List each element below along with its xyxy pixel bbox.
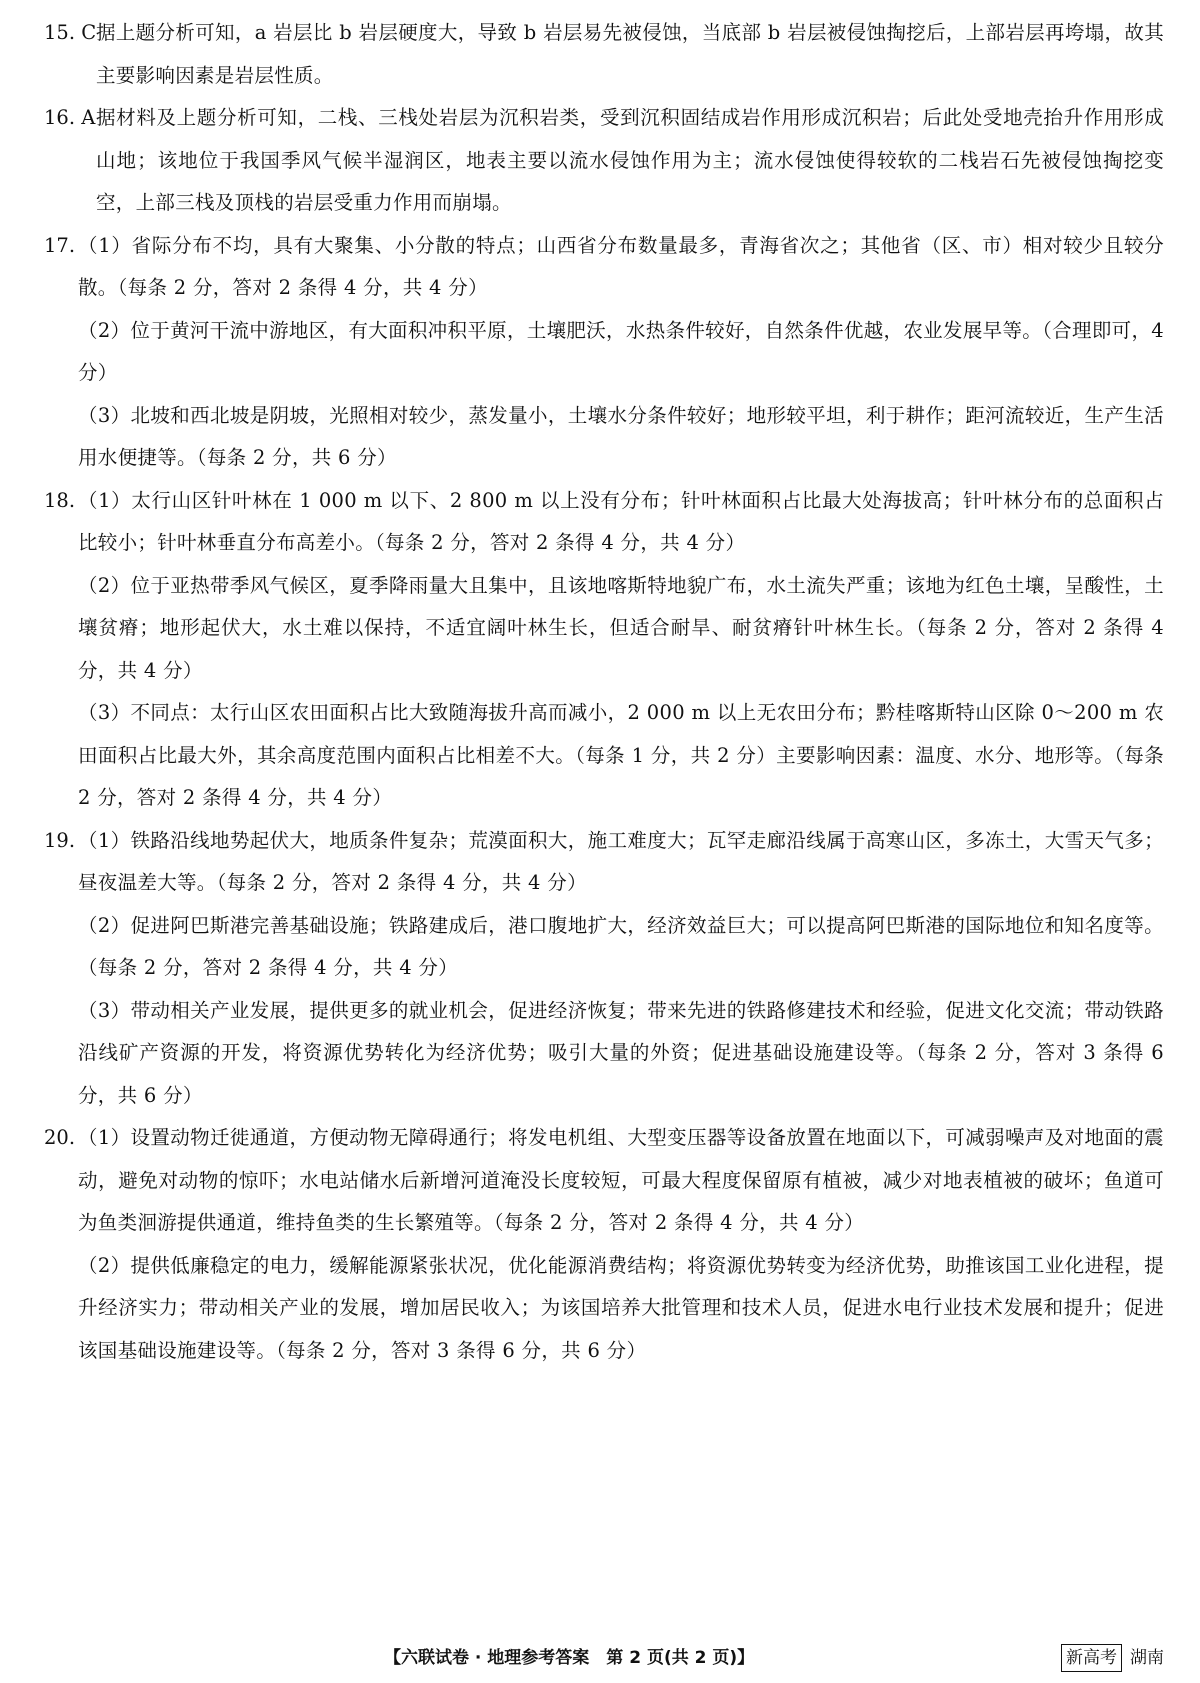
answer-paragraph: （1）铁路沿线地势起伏大，地质条件复杂；荒漠面积大，施工难度大；瓦罕走廊沿线属于高寒山区，多冻土，大雪天气多；昼夜温差大等。（每条 2 分，答对 2 条得 4 分，共 4 分） xyxy=(78,828,1164,894)
answer-item-20 xyxy=(44,1117,1164,1372)
question-number: 18. xyxy=(44,488,76,512)
answer-paragraph: （2）促进阿巴斯港完善基础设施；铁路建成后，港口腹地扩大，经济效益巨大；可以提高阿巴斯港的国际地位和知名度等。（每条 2 分，答对 2 条得 4 分，共 4 分） xyxy=(78,913,1164,979)
answer-item-19 xyxy=(44,820,1164,1118)
answer-content xyxy=(44,12,1164,1372)
footer-region: 湖南 xyxy=(1130,1648,1164,1668)
answer-paragraph: （3）北坡和西北坡是阴坡，光照相对较少，蒸发量小，土壤水分条件较好；地形较平坦，利于耕作；距河流较近，生产生活用水便捷等。（每条 2 分，共 6 分） xyxy=(78,403,1164,469)
question-number: 16. A xyxy=(44,106,96,129)
answer-paragraph: （3）带动相关产业发展，提供更多的就业机会，促进经济恢复；带来先进的铁路修建技术和经验，促进文化交流；带动铁路沿线矿产资源的开发，将资源优势转化为经济优势；吸引大量的外资；促进基础设施建设等。（每条 2 分，答对 3 条得 6 分，共 6 分） xyxy=(78,998,1164,1107)
answer-paragraph: （1）太行山区针叶林在 1 000 m 以下、2 800 m 以上没有分布；针叶林面积占比最大处海拔高；针叶林分布的总面积占比较小；针叶林垂直分布高差小。（每条 2 分，答对 2 条得 4 分，共 4 分） xyxy=(78,488,1164,554)
answer-paragraph: 据上题分析可知，a 岩层比 b 岩层硬度大，导致 b 岩层易先被侵蚀，当底部 b 岩层被侵蚀掏挖后，上部岩层再垮塌，故其主要影响因素是岩层性质。 xyxy=(96,21,1164,87)
answer-paragraph: （3）不同点：太行山区农田面积占比大致随海拔升高而减小，2 000 m 以上无农田分布；黔桂喀斯特山区除 0～200 m 农田面积占比最大外，其余高度范围内面积占比相差不大。（每条 1 分，共 2 分）主要影响因素：温度、水分、地形等。（每条 2 分，答对 2 条得 4 分，共 4 分） xyxy=(78,701,1164,809)
answer-paragraph: （1）设置动物迁徙通道，方便动物无障碍通行；将发电机组、大型变压器等设备放置在地面以下，可减弱噪声及对地面的震动，避免对动物的惊吓；水电站储水后新增河道淹没长度较短，可最大程度保留原有植被，减少对地表植被的破坏；鱼道可为鱼类洄游提供通道，维持鱼类的生长繁殖等。（每条 2 分，答对 2 条得 4 分，共 4 分） xyxy=(78,1126,1164,1234)
answer-item-15 xyxy=(44,12,1164,97)
answer-paragraph: （2）位于亚热带季风气候区，夏季降雨量大且集中，且该地喀斯特地貌广布，水土流失严重；该地为红色土壤，呈酸性，土壤贫瘠；地形起伏大，水土难以保持，不适宜阔叶林生长，但适合耐旱、耐贫瘠针叶林生长。（每条 2 分，答对 2 条得 4 分，共 4 分） xyxy=(78,573,1164,682)
question-number: 17. xyxy=(44,233,76,257)
answer-item-18 xyxy=(44,480,1164,820)
footer-title: 【六联试卷 · 地理参考答案 第 2 页(共 2 页)】 xyxy=(384,1648,755,1668)
answer-paragraph: （1）省际分布不均，具有大聚集、小分散的特点；山西省分布数量最多，青海省次之；其他省（区、市）相对较少且较分散。（每条 2 分，答对 2 条得 4 分，共 4 分） xyxy=(78,233,1164,299)
answer-paragraph: （2）提供低廉稳定的电力，缓解能源紧张状况，优化能源消费结构；将资源优势转变为经济优势，助推该国工业化进程，提升经济实力；带动相关产业的发展，增加居民收入；为该国培养大批管理和技术人员，促进水电行业技术发展和提升；促进该国基础设施建设等。（每条 2 分，答对 3 条得 6 分，共 6 分） xyxy=(78,1253,1164,1362)
footer-region-block xyxy=(1061,1640,1164,1676)
answer-paragraph: 据材料及上题分析可知，二栈、三栈处岩层为沉积岩类，受到沉积固结成岩作用形成沉积岩；后此处受地壳抬升作用形成山地；该地位于我国季风气候半湿润区，地表主要以流水侵蚀作用为主；流水侵蚀使得较软的二栈岩石先被侵蚀掏挖变空，上部三栈及顶栈的岩层受重力作用而崩塌。 xyxy=(96,106,1164,214)
question-number: 19. xyxy=(44,828,76,852)
answer-item-17 xyxy=(44,225,1164,480)
question-number: 20. xyxy=(44,1126,76,1149)
question-number: 15. C xyxy=(44,21,97,44)
exam-type-badge: 新高考 xyxy=(1061,1644,1122,1672)
page-footer xyxy=(44,1640,1164,1676)
answer-paragraph: （2）位于黄河干流中游地区，有大面积冲积平原，土壤肥沃，水热条件较好，自然条件优越，农业发展早等。（合理即可，4 分） xyxy=(78,318,1164,384)
answer-item-16 xyxy=(44,97,1164,225)
